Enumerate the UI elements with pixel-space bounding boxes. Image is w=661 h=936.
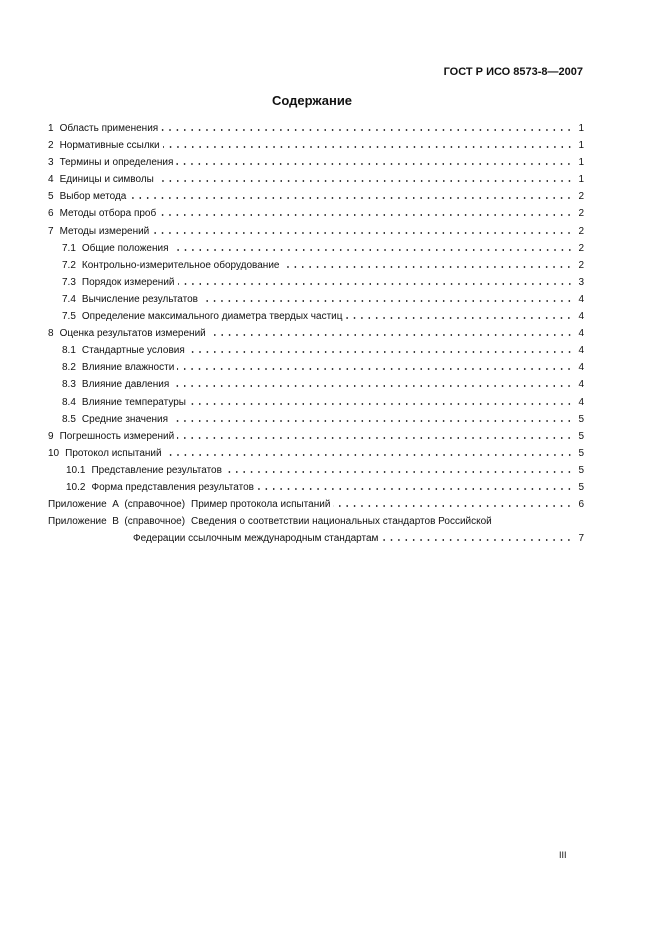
toc-entry[interactable]: [48, 413, 584, 430]
toc-entry[interactable]: [48, 344, 584, 361]
toc-entry[interactable]: [48, 190, 584, 207]
dot-leader: [171, 420, 573, 422]
toc-entry[interactable]: [48, 464, 584, 481]
toc-entry-annex-b[interactable]: [48, 515, 584, 532]
dot-leader: [159, 214, 573, 216]
toc-entry-title: Определение максимального диаметра твердых частиц: [81, 311, 343, 323]
toc-entry-title: Оценка результатов измерений: [59, 328, 206, 340]
dot-leader: [176, 163, 573, 165]
toc-entry-title: Влияние влажности: [81, 362, 175, 374]
dot-leader: [129, 197, 573, 199]
toc-entry[interactable]: [48, 498, 584, 515]
toc-entry-title: Протокол испытаний: [65, 447, 162, 459]
toc-entry-page: 4: [578, 311, 584, 323]
toc-entry-title: Представление результатов: [91, 464, 222, 476]
toc-entry-page: 4: [578, 345, 584, 357]
toc-entry-page: 3: [578, 276, 584, 288]
toc-entry-number: 1: [48, 123, 54, 134]
toc-entry-page: 4: [578, 362, 584, 374]
dot-leader: [282, 266, 573, 268]
dot-leader: [172, 249, 574, 251]
toc-entry-title: Выбор метода: [59, 191, 127, 203]
toc-entry-number: 10.2: [66, 481, 86, 493]
dot-leader: [189, 403, 573, 405]
toc-entry-number: 10: [48, 447, 60, 459]
toc-entry-number: 8.2: [62, 362, 76, 374]
toc-entry[interactable]: [48, 310, 584, 327]
toc-entry-page: 5: [578, 413, 584, 425]
toc-entry-title: Сведения о соответствии национальных стандартов Российской: [191, 516, 492, 528]
toc-entry-page: 5: [578, 464, 584, 476]
toc-entry[interactable]: [48, 122, 584, 139]
toc-entry[interactable]: [48, 293, 584, 310]
toc-entry-number: 7.4: [62, 293, 76, 305]
toc-entry[interactable]: [48, 447, 584, 464]
toc-entry[interactable]: [48, 139, 584, 156]
toc-entry-page: 7: [578, 533, 584, 545]
dot-leader: [333, 505, 573, 507]
toc-entry[interactable]: [48, 156, 584, 173]
toc-entry-number: 3: [48, 157, 54, 169]
toc-entry[interactable]: [48, 225, 584, 242]
toc-entry[interactable]: [48, 259, 584, 276]
toc-entry-number: 8.4: [62, 396, 76, 408]
toc-entry-number: Приложение В (справочное): [48, 516, 186, 528]
toc-entry-page: 4: [578, 328, 584, 340]
toc-entry[interactable]: [48, 430, 584, 447]
toc-entry-title: Федерации ссылочным международным стандартам: [133, 533, 379, 545]
toc-entry-title: Влияние температуры: [81, 396, 186, 408]
toc-entry-number: 7.2: [62, 259, 76, 271]
toc-entry-title: Общие положения: [81, 242, 169, 254]
toc-entry-number: 8.1: [62, 345, 76, 357]
toc-entry-number: 8.3: [62, 379, 76, 391]
toc-entry-page: 1: [578, 140, 584, 152]
toc-entry-page: 2: [578, 259, 584, 271]
toc-entry-page: 5: [578, 481, 584, 493]
dot-leader: [201, 300, 573, 302]
dot-leader: [177, 368, 573, 370]
toc-entry-number: Приложение А (справочное): [48, 499, 186, 511]
toc-entry-page: 1: [578, 157, 584, 169]
toc-entry-page: 2: [578, 191, 584, 203]
toc-entry-page: 4: [578, 379, 584, 391]
toc-entry-title: Термины и определения: [59, 157, 174, 169]
toc-entry-title: Область применения: [59, 123, 159, 134]
toc-entry-number: 5: [48, 191, 54, 203]
toc-entry-page: 4: [578, 293, 584, 305]
toc-entry-number: 8.5: [62, 413, 76, 425]
dot-leader: [163, 146, 573, 148]
dot-leader: [381, 539, 573, 541]
toc-entry-page: 1: [578, 123, 584, 134]
dot-leader: [209, 334, 573, 336]
toc-entry-title: Погрешность измерений: [59, 430, 175, 442]
toc-entry-number: 9: [48, 430, 54, 442]
toc-entry-title: Нормативные ссылки: [59, 140, 160, 152]
toc-entry-number: 10.1: [66, 464, 86, 476]
toc-entry-number: 2: [48, 140, 54, 152]
dot-leader: [152, 232, 573, 234]
dot-leader: [225, 471, 573, 473]
toc-entry-page: 2: [578, 208, 584, 220]
toc-entry-page: 1: [578, 174, 584, 186]
toc-entry-title: Форма представления результатов: [91, 481, 254, 493]
toc-entry-title: Пример протокола испытаний: [191, 499, 331, 511]
toc-entry[interactable]: [48, 242, 584, 259]
toc-entry[interactable]: [48, 396, 584, 413]
dot-leader: [177, 437, 573, 439]
toc-entry-title: Методы измерений: [59, 225, 150, 237]
toc-entry-page: 6: [578, 499, 584, 511]
dot-leader: [165, 454, 573, 456]
toc-entry-page: 2: [578, 242, 584, 254]
dot-leader: [157, 180, 573, 182]
toc-entry-title: Стандартные условия: [81, 345, 185, 357]
toc-entry-number: 7.5: [62, 311, 76, 323]
toc-entry[interactable]: [48, 207, 584, 224]
document-header: ГОСТ Р ИСО 8573-8—2007: [443, 66, 583, 78]
table-of-contents: [48, 122, 584, 549]
toc-entry-number: 4: [48, 174, 54, 186]
toc-entry-title: Методы отбора проб: [59, 208, 157, 220]
toc-entry-number: 7: [48, 225, 54, 237]
toc-entry[interactable]: [48, 361, 584, 378]
toc-entry-number: 7.1: [62, 242, 76, 254]
toc-entry-page: 5: [578, 447, 584, 459]
dot-leader: [178, 283, 574, 285]
toc-entry[interactable]: [48, 378, 584, 395]
toc-entry-title: Единицы и символы: [59, 174, 154, 186]
toc-entry-page: 5: [578, 430, 584, 442]
toc-entry-title: Средние значения: [81, 413, 169, 425]
toc-entry-title: Влияние давления: [81, 379, 170, 391]
toc-entry-page: 2: [578, 225, 584, 237]
toc-entry-title: Контрольно-измерительное оборудование: [81, 259, 280, 271]
toc-entry-annex-b-continued[interactable]: [48, 532, 584, 549]
dot-leader: [345, 317, 573, 319]
dot-leader: [188, 351, 573, 353]
toc-entry-number: 6: [48, 208, 54, 220]
toc-entry-number: 8: [48, 328, 54, 340]
toc-entry-title: Вычисление результатов: [81, 293, 198, 305]
dot-leader: [161, 129, 573, 131]
page-number: III: [559, 850, 567, 860]
toc-entry[interactable]: [48, 276, 584, 293]
toc-entry-title: Порядок измерений: [81, 276, 175, 288]
toc-entry[interactable]: [48, 173, 584, 190]
dot-leader: [257, 488, 573, 490]
toc-entry[interactable]: [48, 481, 584, 498]
toc-entry-page: 4: [578, 396, 584, 408]
dot-leader: [172, 385, 573, 387]
page-title: Содержание: [271, 93, 353, 108]
toc-entry[interactable]: [48, 327, 584, 344]
toc-entry-number: 7.3: [62, 276, 76, 288]
